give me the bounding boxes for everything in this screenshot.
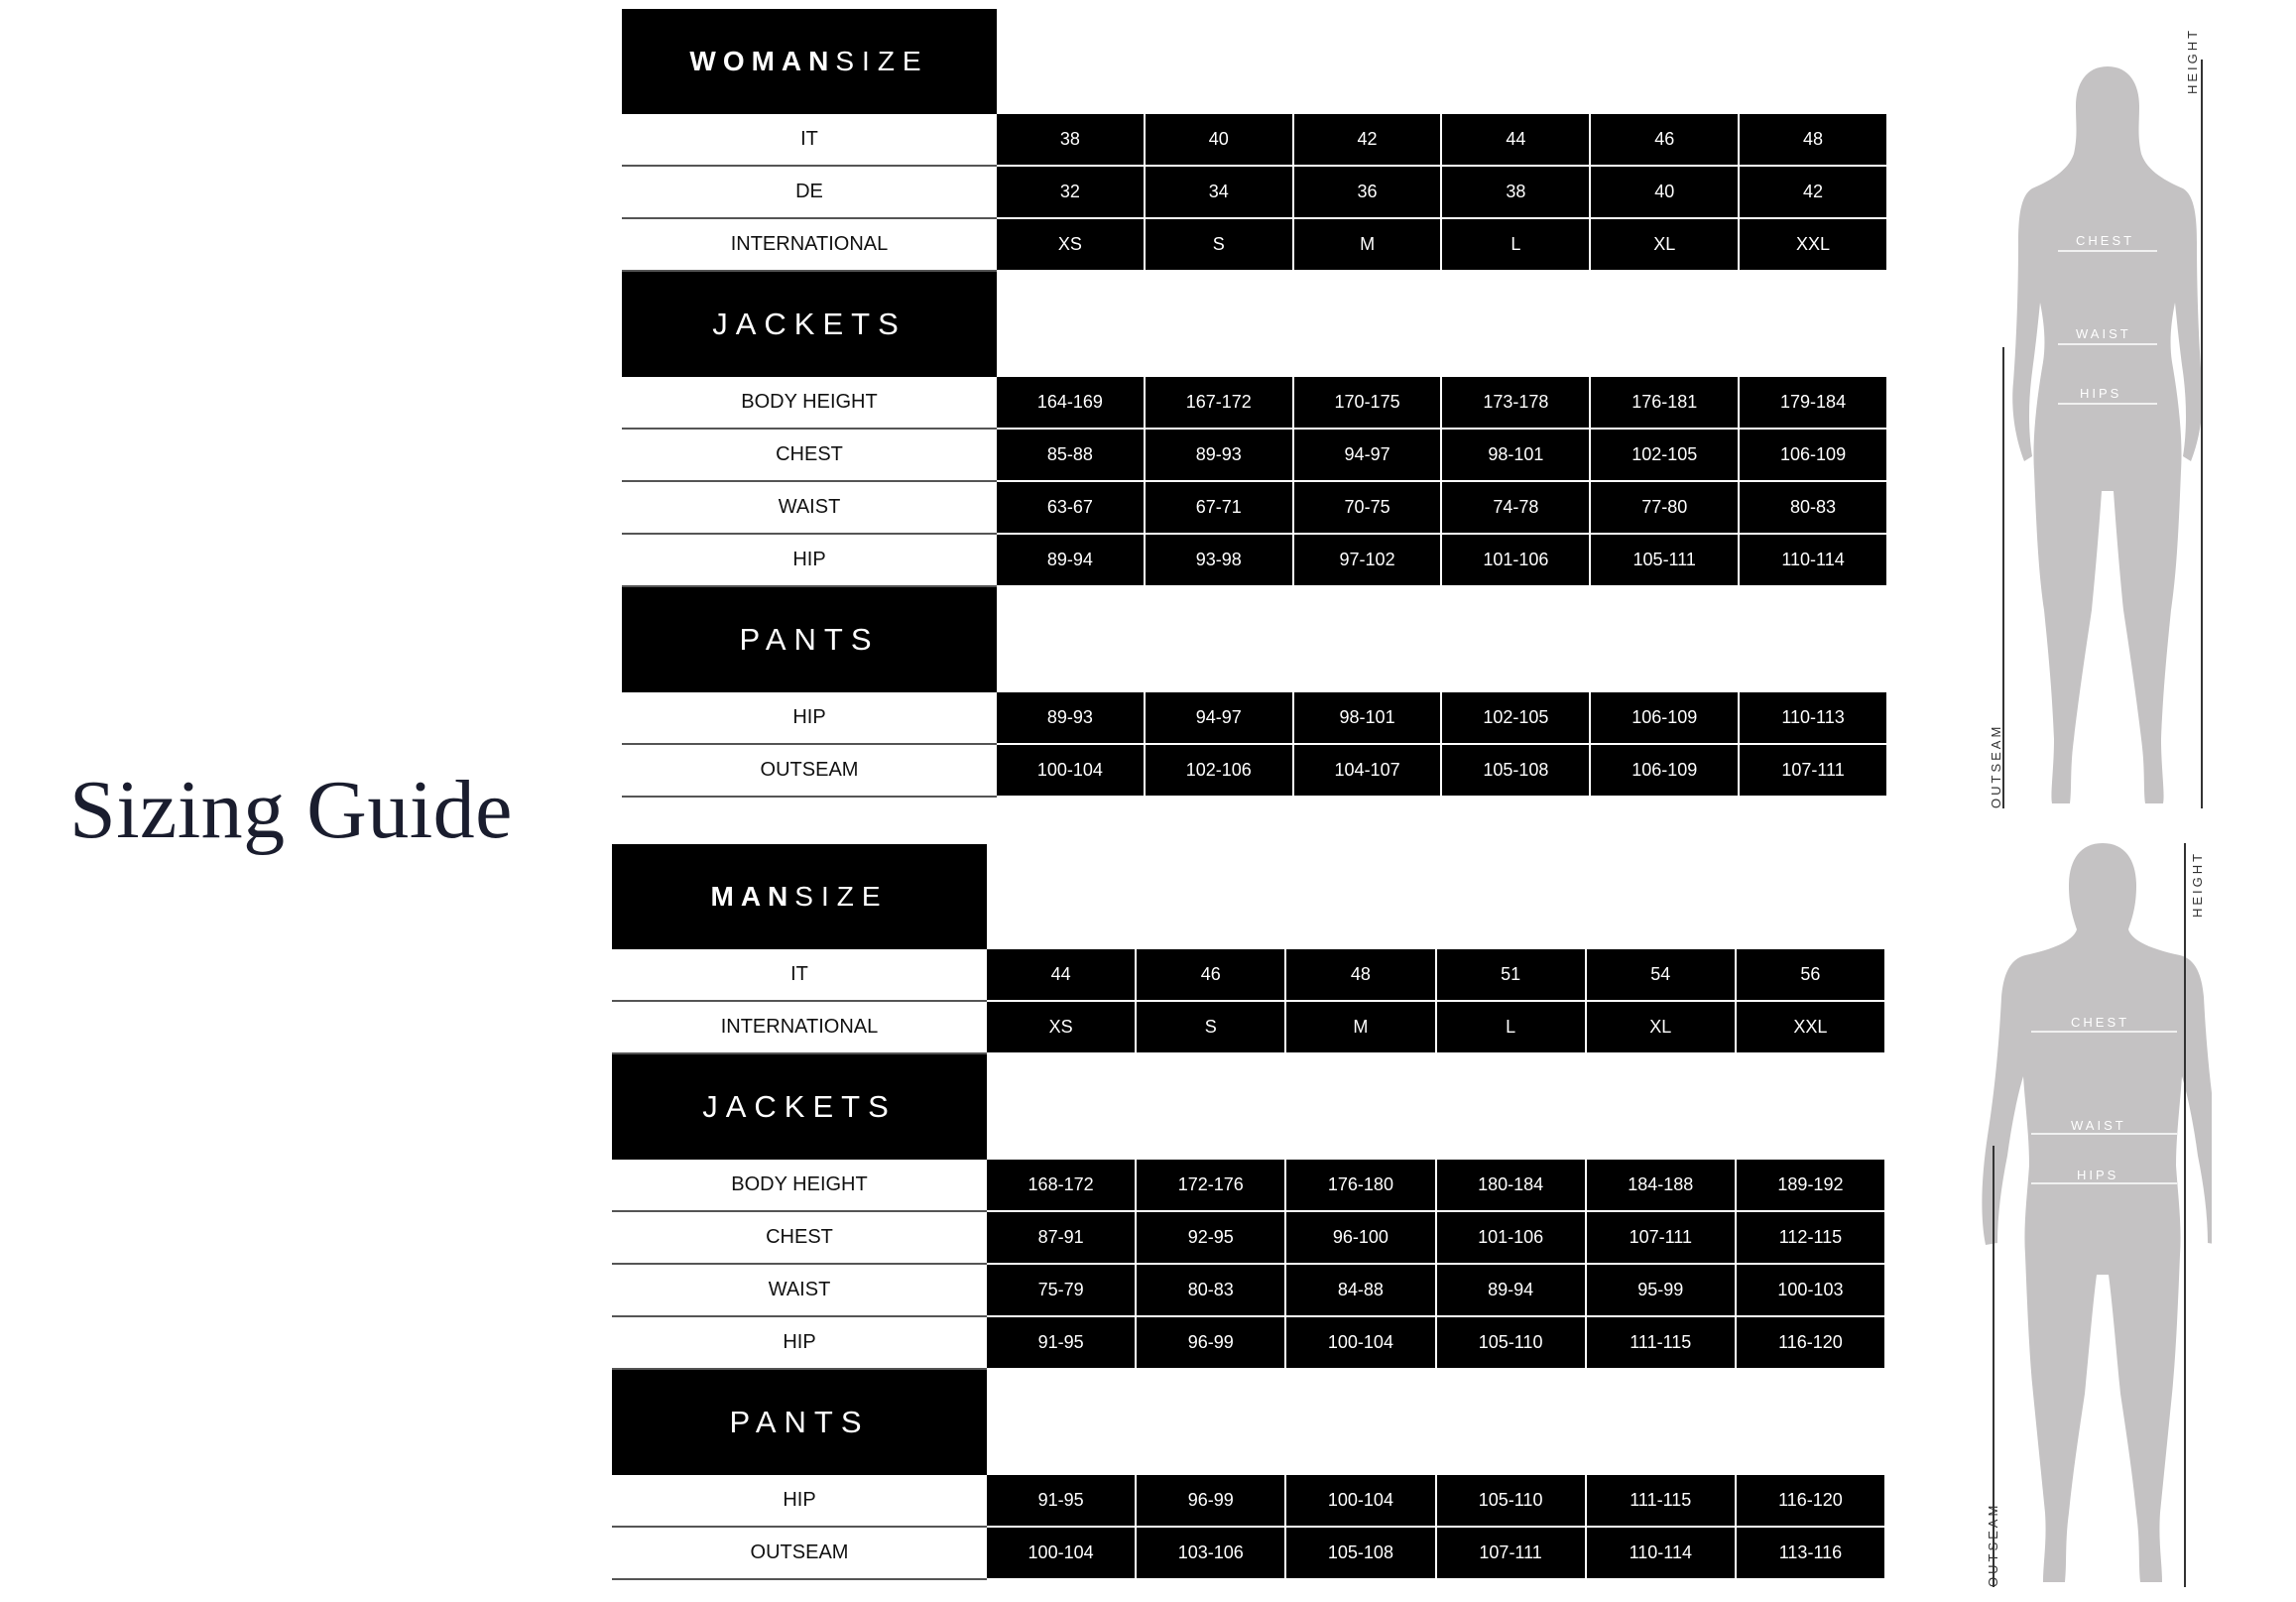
size-cell: 70-75 [1294,482,1443,535]
size-cell: 110-114 [1587,1528,1737,1580]
woman-chest-label: CHEST [2076,233,2135,248]
size-cell: 89-93 [1146,430,1294,482]
size-cell: 184-188 [1587,1160,1737,1212]
size-cell: S [1137,1002,1286,1054]
size-cell: 105-108 [1442,745,1591,798]
size-cell: 94-97 [1294,430,1443,482]
size-cell: 110-113 [1740,692,1886,745]
row-label: HIP [612,1317,987,1370]
size-cell: 105-110 [1437,1317,1587,1370]
size-row [622,535,1886,587]
size-cell: XXL [1737,1002,1884,1054]
size-cell: 91-95 [987,1317,1137,1370]
size-cell: 168-172 [987,1160,1137,1212]
size-cell: 105-111 [1591,535,1740,587]
size-cell: 101-106 [1442,535,1591,587]
woman-body-figure [1989,27,2207,818]
size-row [612,1002,1884,1054]
size-cell: 103-106 [1137,1528,1286,1580]
size-cell: 77-80 [1591,482,1740,535]
size-cell: 89-94 [997,535,1146,587]
row-label: CHEST [622,430,997,482]
size-cell: 96-99 [1137,1317,1286,1370]
size-cell: 105-110 [1437,1475,1587,1528]
woman-pants-header: PANTS [622,587,997,692]
size-cell: 46 [1591,114,1740,167]
row-label: OUTSEAM [612,1528,987,1580]
size-cell: 94-97 [1146,692,1294,745]
size-cell: 170-175 [1294,377,1443,430]
size-cell: 96-99 [1137,1475,1286,1528]
man-header-bold: MAN [710,881,795,912]
size-cell: 106-109 [1591,745,1740,798]
man-body-figure [1974,838,2212,1597]
size-cell: 54 [1587,949,1737,1002]
size-row [612,1528,1884,1580]
size-cell: 111-115 [1587,1317,1737,1370]
woman-jackets-header: JACKETS [622,272,997,377]
size-cell: 107-111 [1587,1212,1737,1265]
size-cell: 100-103 [1737,1265,1884,1317]
row-label: HIP [622,692,997,745]
size-cell: 80-83 [1740,482,1886,535]
size-cell: 176-180 [1286,1160,1436,1212]
size-cell: 98-101 [1294,692,1443,745]
size-row [612,949,1884,1002]
size-cell: L [1442,219,1591,272]
man-jackets-header: JACKETS [612,1054,987,1160]
size-cell: 110-114 [1740,535,1886,587]
woman-header-thin: SIZE [835,46,929,76]
size-row [622,745,1886,798]
size-cell: 179-184 [1740,377,1886,430]
row-label: BODY HEIGHT [622,377,997,430]
row-label: WAIST [622,482,997,535]
size-cell: 96-100 [1286,1212,1436,1265]
size-cell: 48 [1740,114,1886,167]
size-cell: 102-105 [1442,692,1591,745]
size-row [612,1212,1884,1265]
size-cell: M [1286,1002,1436,1054]
size-cell: 97-102 [1294,535,1443,587]
size-row [612,1317,1884,1370]
size-row [622,219,1886,272]
size-cell: 172-176 [1137,1160,1286,1212]
row-label: OUTSEAM [622,745,997,798]
man-chest-label: CHEST [2071,1015,2130,1030]
size-cell: 93-98 [1146,535,1294,587]
size-cell: 56 [1737,949,1884,1002]
size-cell: 106-109 [1591,692,1740,745]
size-cell: XL [1587,1002,1737,1054]
woman-hips-label: HIPS [2080,386,2122,401]
size-cell: 107-111 [1437,1528,1587,1580]
size-cell: S [1146,219,1294,272]
size-cell: 42 [1740,167,1886,219]
size-cell: XS [997,219,1146,272]
size-cell: 89-93 [997,692,1146,745]
man-header-thin: SIZE [794,881,889,912]
size-cell: L [1437,1002,1587,1054]
size-row [622,167,1886,219]
size-cell: 44 [1442,114,1591,167]
size-cell: 85-88 [997,430,1146,482]
man-size-header [612,844,987,949]
size-cell: XXL [1740,219,1886,272]
size-cell: 80-83 [1137,1265,1286,1317]
size-cell: 87-91 [987,1212,1137,1265]
size-cell: 164-169 [997,377,1146,430]
man-hips-label: HIPS [2077,1168,2119,1182]
size-cell: 98-101 [1442,430,1591,482]
size-cell: 107-111 [1740,745,1886,798]
man-waist-label: WAIST [2071,1118,2126,1133]
size-cell: 32 [997,167,1146,219]
size-row [612,1265,1884,1317]
size-cell: 40 [1146,114,1294,167]
row-label: INTERNATIONAL [622,219,997,272]
size-cell: 104-107 [1294,745,1443,798]
size-cell: 36 [1294,167,1443,219]
woman-waist-label: WAIST [2076,326,2131,341]
size-cell: XS [987,1002,1137,1054]
row-label: DE [622,167,997,219]
size-cell: 40 [1591,167,1740,219]
size-cell: 180-184 [1437,1160,1587,1212]
size-cell: 67-71 [1146,482,1294,535]
size-cell: 38 [1442,167,1591,219]
size-cell: 116-120 [1737,1475,1884,1528]
size-row [612,1160,1884,1212]
row-label: BODY HEIGHT [612,1160,987,1212]
size-cell: 75-79 [987,1265,1137,1317]
size-cell: 63-67 [997,482,1146,535]
man-silhouette-icon [1974,838,2212,1597]
size-cell: 46 [1137,949,1286,1002]
woman-silhouette-icon [1989,55,2207,818]
size-row [612,1475,1884,1528]
man-height-label: HEIGHT [2190,850,2205,918]
size-cell: M [1294,219,1443,272]
size-cell: 106-109 [1740,430,1886,482]
man-pants-header: PANTS [612,1370,987,1475]
size-cell: 100-104 [997,745,1146,798]
row-label: WAIST [612,1265,987,1317]
man-size-table [612,844,1884,1580]
size-cell: 100-104 [1286,1317,1436,1370]
size-cell: 84-88 [1286,1265,1436,1317]
woman-size-header [622,9,997,114]
size-row [622,692,1886,745]
row-label: INTERNATIONAL [612,1002,987,1054]
size-cell: 105-108 [1286,1528,1436,1580]
size-cell: 89-94 [1437,1265,1587,1317]
page-title: Sizing Guide [69,764,513,856]
size-row [622,377,1886,430]
size-cell: 116-120 [1737,1317,1884,1370]
man-outseam-label: OUTSEAM [1986,1502,2000,1587]
size-cell: 34 [1146,167,1294,219]
size-cell: 101-106 [1437,1212,1587,1265]
size-row [622,430,1886,482]
size-cell: 102-105 [1591,430,1740,482]
size-cell: 38 [997,114,1146,167]
size-cell: 189-192 [1737,1160,1884,1212]
size-cell: 102-106 [1146,745,1294,798]
size-cell: 111-115 [1587,1475,1737,1528]
size-cell: 91-95 [987,1475,1137,1528]
woman-height-label: HEIGHT [2185,27,2200,94]
row-label: IT [622,114,997,167]
woman-header-bold: WOMAN [689,46,836,76]
row-label: HIP [612,1475,987,1528]
size-cell: 113-116 [1737,1528,1884,1580]
size-row [622,482,1886,535]
size-row [622,114,1886,167]
woman-outseam-label: OUTSEAM [1989,723,2003,808]
size-cell: 95-99 [1587,1265,1737,1317]
size-cell: 167-172 [1146,377,1294,430]
size-cell: 176-181 [1591,377,1740,430]
size-cell: 48 [1286,949,1436,1002]
size-cell: 112-115 [1737,1212,1884,1265]
woman-size-table [622,9,1886,798]
row-label: CHEST [612,1212,987,1265]
size-cell: 173-178 [1442,377,1591,430]
size-cell: 42 [1294,114,1443,167]
size-cell: 100-104 [987,1528,1137,1580]
row-label: HIP [622,535,997,587]
size-cell: 100-104 [1286,1475,1436,1528]
row-label: IT [612,949,987,1002]
size-cell: 74-78 [1442,482,1591,535]
size-cell: 92-95 [1137,1212,1286,1265]
size-cell: 44 [987,949,1137,1002]
size-cell: 51 [1437,949,1587,1002]
size-cell: XL [1591,219,1740,272]
